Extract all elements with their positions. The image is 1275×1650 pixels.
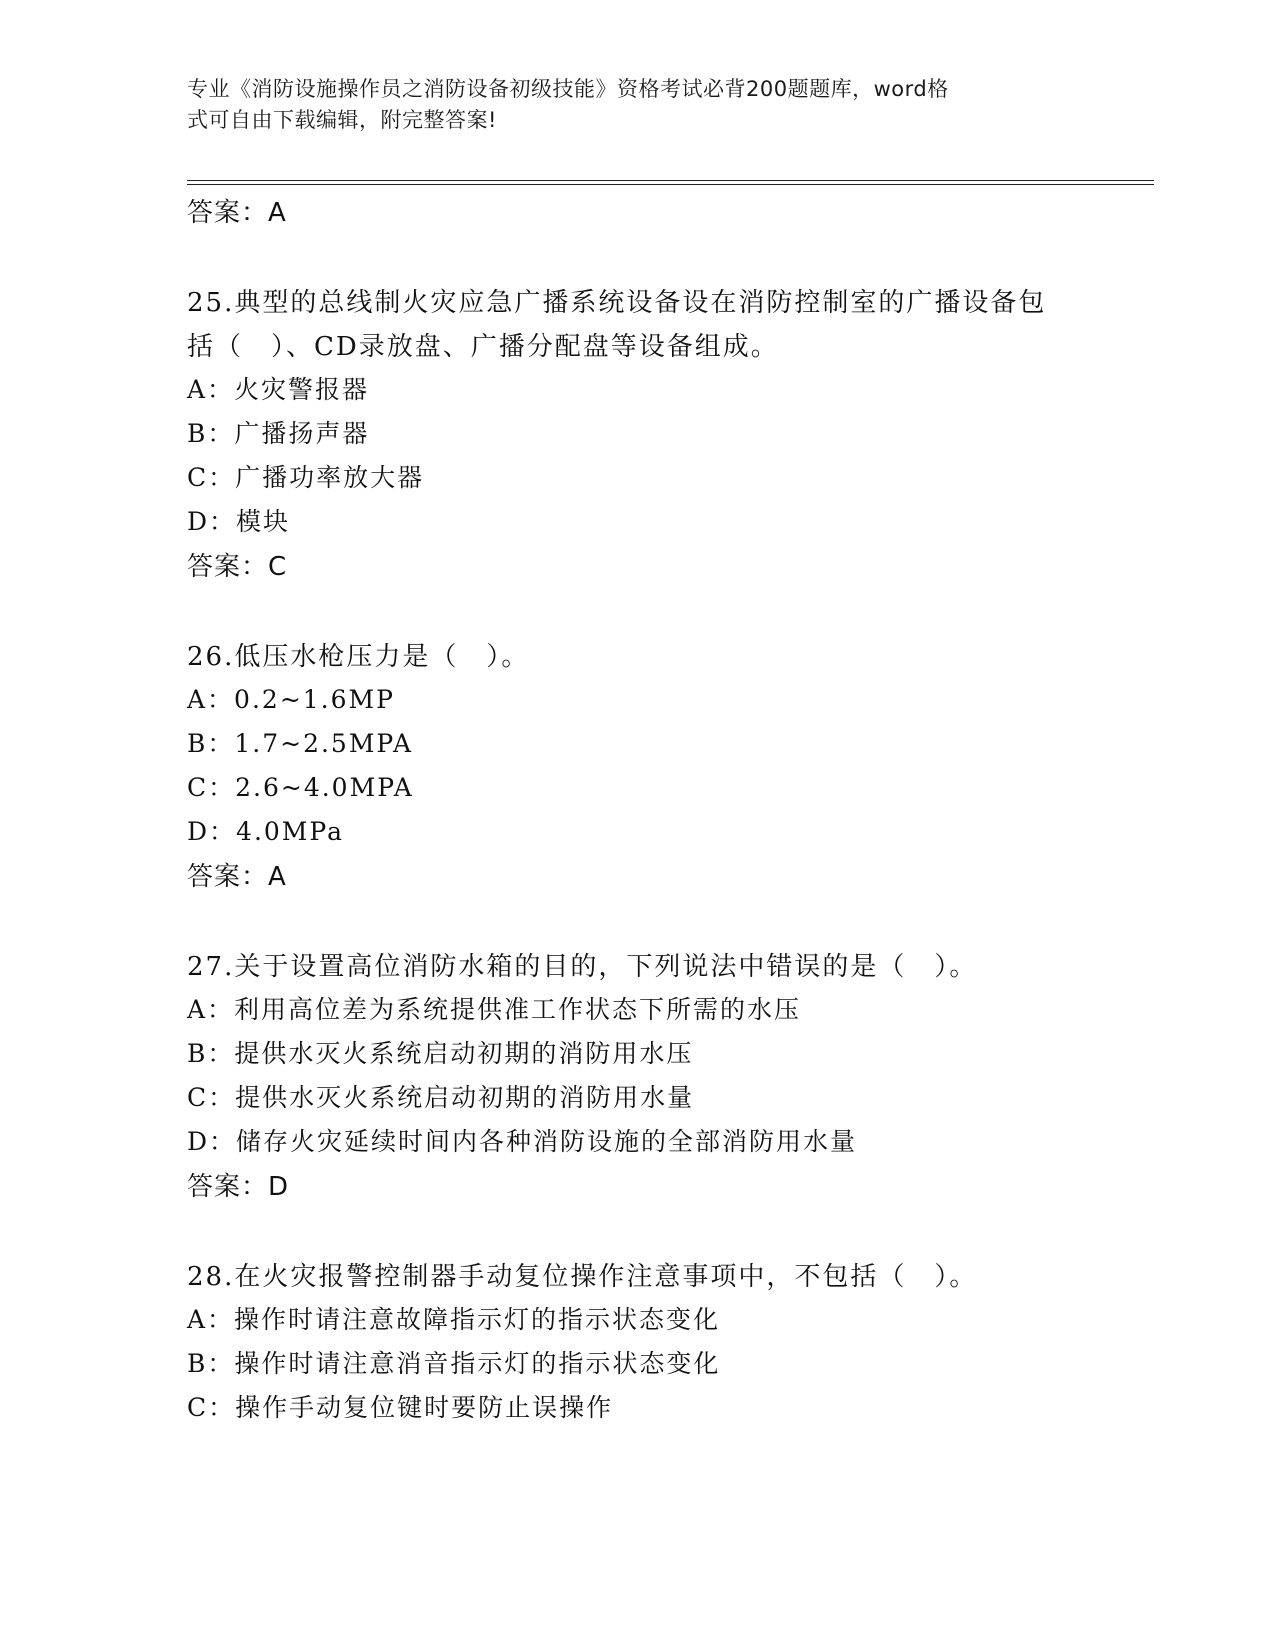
question-27-option-d: D：储存火灾延续时间内各种消防设施的全部消防用水量	[187, 1127, 858, 1156]
question-27-answer: 答案：D	[187, 1172, 290, 1202]
question-25-option-a: A：火灾警报器	[187, 375, 370, 404]
question-26-option-a: A：0.2~1.6MP	[187, 685, 395, 714]
header-line-2: 式可自由下载编辑，附完整答案!	[187, 108, 497, 132]
header-line-1: 专业《消防设施操作员之消防设备初级技能》资格考试必背200题题库，word格	[187, 77, 949, 101]
question-26-option-b: B：1.7~2.5MPA	[187, 729, 414, 758]
question-25-stem-line-1: 25.典型的总线制火灾应急广播系统设备设在消防控制室的广播设备包	[187, 288, 1047, 318]
header-divider-top	[187, 180, 1154, 181]
question-27-stem: 27.关于设置高位消防水箱的目的，下列说法中错误的是（ ）。	[187, 952, 978, 982]
question-28-option-b: B：操作时请注意消音指示灯的指示状态变化	[187, 1349, 721, 1378]
question-28-option-a: A：操作时请注意故障指示灯的指示状态变化	[187, 1305, 721, 1334]
document-header	[187, 74, 1067, 136]
header-divider-bottom	[187, 184, 1154, 185]
question-26-stem: 26.低压水枪压力是（ ）。	[187, 642, 530, 672]
question-25-option-d: D：模块	[187, 507, 291, 536]
question-27-option-a: A：利用高位差为系统提供准工作状态下所需的水压	[187, 995, 802, 1024]
question-27-option-b: B：提供水灭火系统启动初期的消防用水压	[187, 1039, 694, 1068]
question-26-option-c: C：2.6~4.0MPA	[187, 773, 414, 802]
question-26-option-d: D：4.0MPa	[187, 817, 345, 846]
question-28-stem: 28.在火灾报警控制器手动复位操作注意事项中，不包括（ ）。	[187, 1262, 978, 1292]
question-25-stem-line-2: 括（ ）、CD录放盘、广播分配盘等设备组成。	[187, 332, 779, 362]
question-28-option-c: C：操作手动复位键时要防止误操作	[187, 1393, 614, 1422]
question-27-option-c: C：提供水灭火系统启动初期的消防用水量	[187, 1083, 695, 1112]
question-25-answer: 答案：C	[187, 552, 288, 582]
question-25-option-b: B：广播扬声器	[187, 419, 370, 448]
question-25-option-c: C：广播功率放大器	[187, 463, 425, 492]
answer-previous: 答案：A	[187, 198, 287, 228]
question-26-answer: 答案：A	[187, 862, 287, 892]
